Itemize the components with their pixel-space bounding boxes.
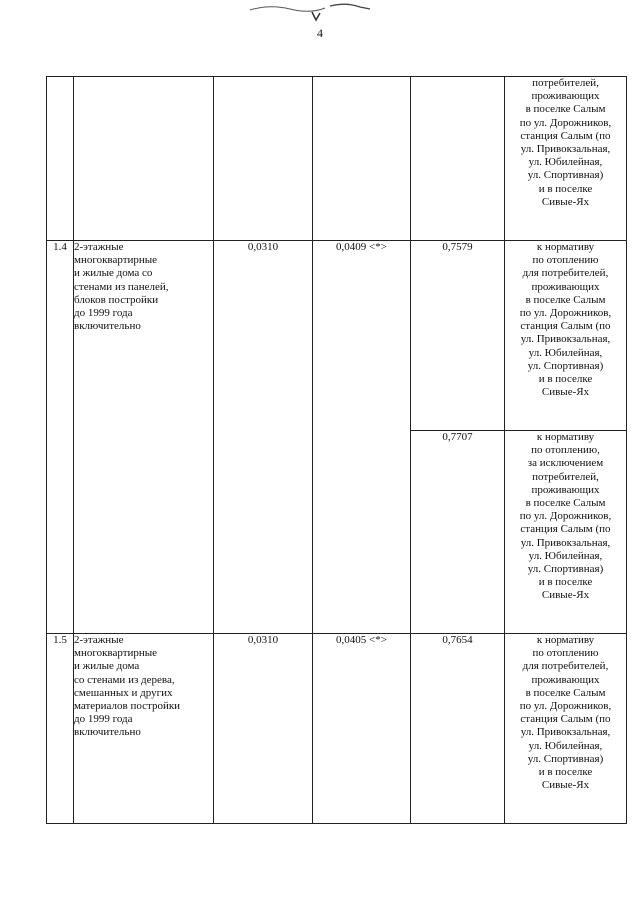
cell-name: 2-этажные многоквартирные и жилые дома со стенами из дерева, смешанных и других материалов постройки до 1999 года включительно xyxy=(74,634,214,824)
cell-name xyxy=(74,77,214,241)
cell-value-1: 0,0310 xyxy=(214,241,313,634)
cell-value-2 xyxy=(313,77,411,241)
cell-note: к нормативу по отоплению для потребителей, проживающих в поселке Салым по ул. Дорожников, станция Салым (по ул. Привокзальная, ул. Юбилейная, ул. Спортивная) и в поселке Сивые-Ях xyxy=(505,241,627,431)
cell-name: 2-этажные многоквартирные и жилые дома со стенами из панелей, блоков постройки до 1999 года включительно xyxy=(74,241,214,634)
page-number: 4 xyxy=(317,26,323,40)
cell-num xyxy=(47,77,74,241)
cell-num: 1.5 xyxy=(47,634,74,824)
cell-value-2: 0,0409 <*> xyxy=(313,241,411,634)
cell-value-3 xyxy=(411,77,505,241)
cell-value-3: 0,7579 xyxy=(411,241,505,431)
cell-note: к нормативу по отоплению для потребителей, проживающих в поселке Салым по ул. Дорожников, станция Салым (по ул. Привокзальная, ул. Юбилейная, ул. Спортивная) и в поселке Сивые-Ях xyxy=(505,634,627,824)
cell-value-3: 0,7707 xyxy=(411,431,505,634)
table-row-continuation xyxy=(47,77,627,241)
cell-note: к нормативу по отоплению, за исключением потребителей, проживающих в поселке Салым по ул. Дорожников, станция Салым (по ул. Привокзальная, ул. Юбилейная, ул. Спортивная) и в поселке Сивые-Ях xyxy=(505,431,627,634)
scan-artifact-mark xyxy=(230,0,390,24)
cell-value-1: 0,0310 xyxy=(214,634,313,824)
table-row-1-4 xyxy=(47,241,627,431)
table-row-1-5 xyxy=(47,634,627,824)
cell-value-1 xyxy=(214,77,313,241)
cell-num: 1.4 xyxy=(47,241,74,634)
cell-value-3: 0,7654 xyxy=(411,634,505,824)
cell-value-2: 0,0405 <*> xyxy=(313,634,411,824)
cell-note: потребителей, проживающих в поселке Салым по ул. Дорожников, станция Салым (по ул. Привокзальная, ул. Юбилейная, ул. Спортивная) и в поселке Сивые-Ях xyxy=(505,77,627,241)
tariff-table xyxy=(46,76,627,824)
